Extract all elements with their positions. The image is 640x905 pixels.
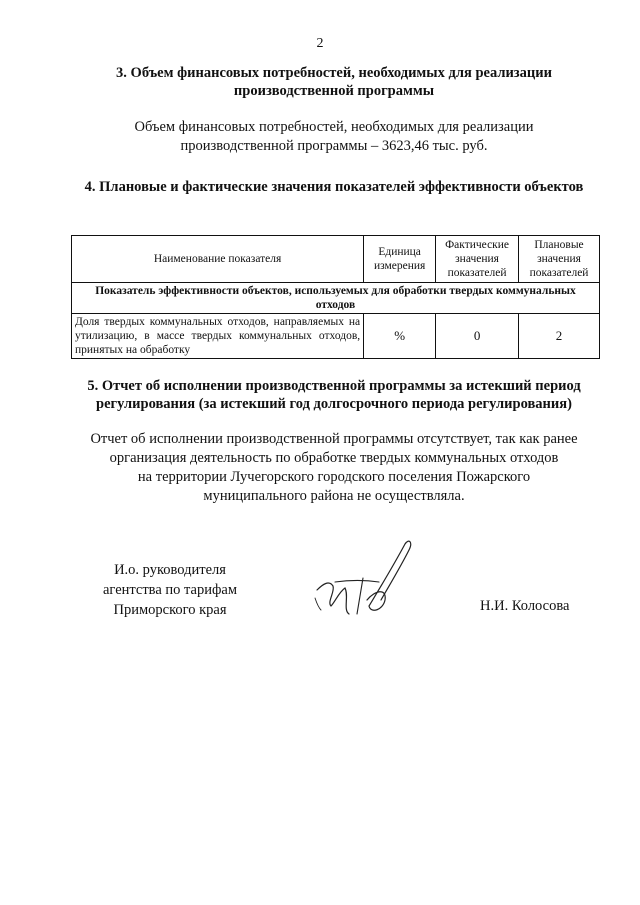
header-unit: Единица измерения xyxy=(364,236,436,283)
section-3-text-line-2: производственной программы – 3623,46 тыс. руб. xyxy=(180,138,488,154)
section-5-text-line-3: на территории Лучегорского городского поселения Пожарского xyxy=(137,469,531,485)
position-line-2: агентства по тарифам xyxy=(103,582,237,598)
section-5-text-line-2: организация деятельность по обработке твердых коммунальных отходов xyxy=(109,450,559,466)
section-4-heading: 4. Плановые и фактические значения показателей эффективности объектов xyxy=(84,179,584,195)
position-line-1: И.о. руководителя xyxy=(114,562,226,578)
table-header-row xyxy=(72,236,600,283)
table-row xyxy=(72,314,600,359)
group-title: Показатель эффективности объектов, используемых для обработки твердых коммунальных отходов xyxy=(72,283,600,314)
section-5-heading: 5. Отчет об исполнении производственной программы за истекший период регулирования (за истекший год долгосрочного периода регулирования) xyxy=(87,378,581,412)
signatory-position xyxy=(70,560,270,620)
indicator-planned: 2 xyxy=(519,314,600,359)
signatory-name: Н.И. Колосова xyxy=(480,598,570,614)
handwritten-signature xyxy=(305,530,425,645)
section-5-text-line-4: муниципального района не осуществляла. xyxy=(203,488,465,504)
section-5-text-line-1: Отчет об исполнении производственной программы отсутствует, так как ранее xyxy=(90,431,578,447)
indicators-table xyxy=(71,235,600,359)
position-line-3: Приморского края xyxy=(113,602,227,618)
header-actual-values: Фактические значения показателей xyxy=(436,236,519,283)
indicator-name: Доля твердых коммунальных отходов, направляемых на утилизацию, в массе твердых коммунальных отходов, принятых на обработку xyxy=(72,314,364,359)
section-3-text-line-1: Объем финансовых потребностей, необходимых для реализации xyxy=(134,119,534,135)
header-indicator-name: Наименование показателя xyxy=(72,236,364,283)
header-planned-values: Плановые значения показателей xyxy=(519,236,600,283)
indicator-unit: % xyxy=(364,314,436,359)
section-3-heading: 3. Объем финансовых потребностей, необходимых для реализации производственной программы xyxy=(116,65,552,99)
table-group-row xyxy=(72,283,600,314)
page-number: 2 xyxy=(316,36,324,51)
indicator-actual: 0 xyxy=(436,314,519,359)
